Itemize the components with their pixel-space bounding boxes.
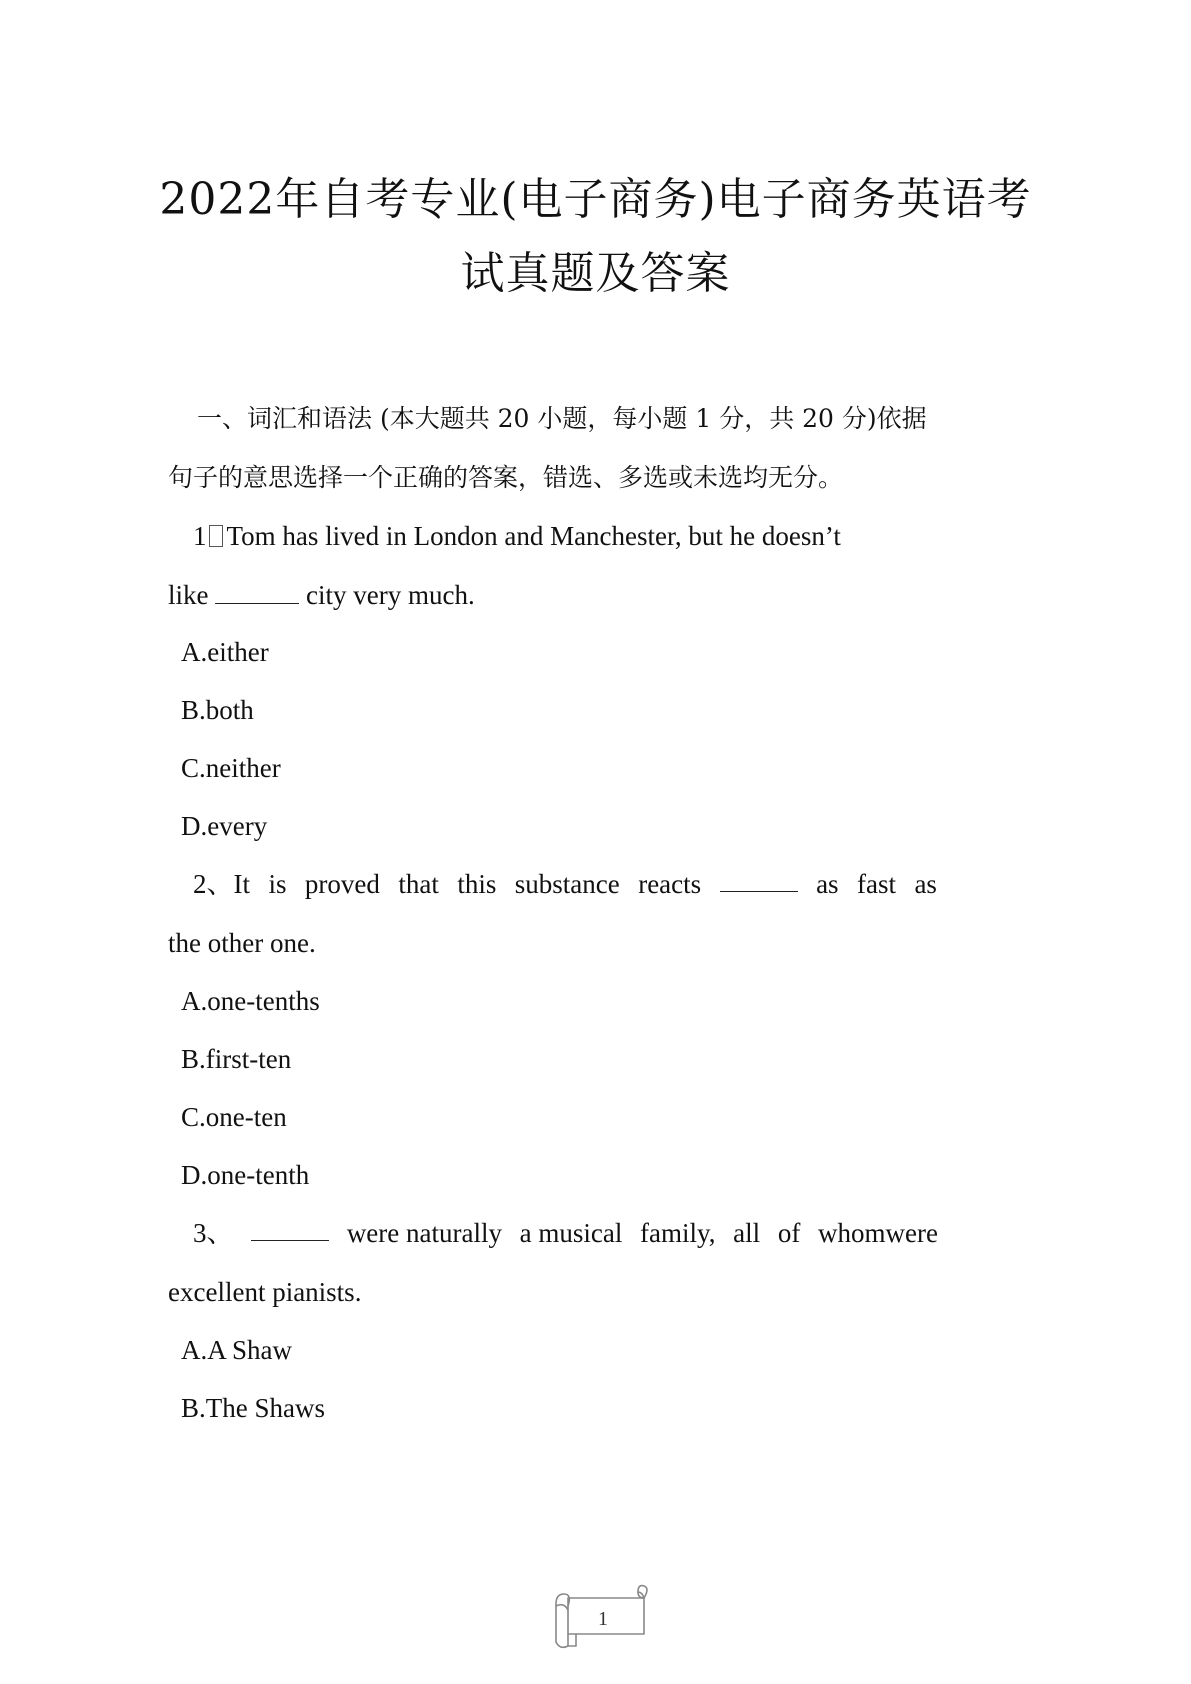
question-1-option-c: C.neither xyxy=(181,753,281,783)
question-1-text-before-blank: like xyxy=(168,580,209,610)
question-3-word: a musical xyxy=(519,1218,623,1248)
question-2-line-2: the other one. xyxy=(168,928,316,958)
question-2-word: proved xyxy=(304,869,380,899)
question-2-word: as xyxy=(914,869,937,899)
question-3-word: family, xyxy=(640,1218,716,1248)
missing-glyph-box xyxy=(209,525,223,547)
question-1-number: 1 xyxy=(193,521,207,551)
question-2-option-b: B.first-ten xyxy=(181,1044,292,1074)
question-2-word: as xyxy=(816,869,839,899)
page-number-badge xyxy=(548,1584,658,1654)
answer-blank xyxy=(251,1218,329,1241)
question-2-word: is xyxy=(268,869,287,899)
question-3-word: all xyxy=(733,1218,761,1248)
answer-blank xyxy=(720,869,798,892)
question-2-word: fast xyxy=(857,869,896,899)
question-2-word: that xyxy=(398,869,439,899)
question-1-line-2 xyxy=(168,580,475,610)
question-3-line-1 xyxy=(193,1218,938,1248)
section-heading-line-2: 句子的意思选择一个正确的答案，错选、多选或未选均无分。 xyxy=(168,463,844,492)
section-heading-line-1: 一、词汇和语法 (本大题共 20 小题，每小题 1 分，共 20 分)依据 xyxy=(197,404,927,433)
question-1-line-1 xyxy=(193,521,841,551)
question-2-line-1 xyxy=(193,869,937,899)
question-3-word: were naturally xyxy=(346,1218,502,1248)
question-3-option-b: B.The Shaws xyxy=(181,1393,325,1423)
question-1-text: Tom has lived in London and Manchester, but he doesn’t xyxy=(226,521,841,551)
question-3-line-2: excellent pianists. xyxy=(168,1277,362,1307)
question-1-option-a: A.either xyxy=(181,637,269,667)
question-1-text-after-blank: city very much. xyxy=(306,580,475,610)
question-2-number: 2、It xyxy=(193,869,250,899)
question-2-word: reacts xyxy=(638,869,702,899)
answer-blank xyxy=(215,581,299,604)
question-3-number: 3、 xyxy=(193,1218,234,1248)
question-2-option-a: A.one-tenths xyxy=(181,986,320,1016)
question-2-option-c: C.one-ten xyxy=(181,1102,287,1132)
question-2-word: substance xyxy=(514,869,620,899)
question-1-option-d: D.every xyxy=(181,811,268,841)
page-number: 1 xyxy=(598,1608,608,1630)
document-title-line-2: 试真题及答案 xyxy=(460,248,731,299)
document-title-line-1: 2022年自考专业(电子商务)电子商务英语考 xyxy=(159,174,1032,225)
question-3-option-a: A.A Shaw xyxy=(181,1335,293,1365)
question-2-option-d: D.one-tenth xyxy=(181,1160,310,1190)
question-1-option-b: B.both xyxy=(181,695,254,725)
question-2-word: this xyxy=(457,869,497,899)
question-3-word: of xyxy=(777,1218,801,1248)
question-3-word: whomwere xyxy=(817,1218,938,1248)
